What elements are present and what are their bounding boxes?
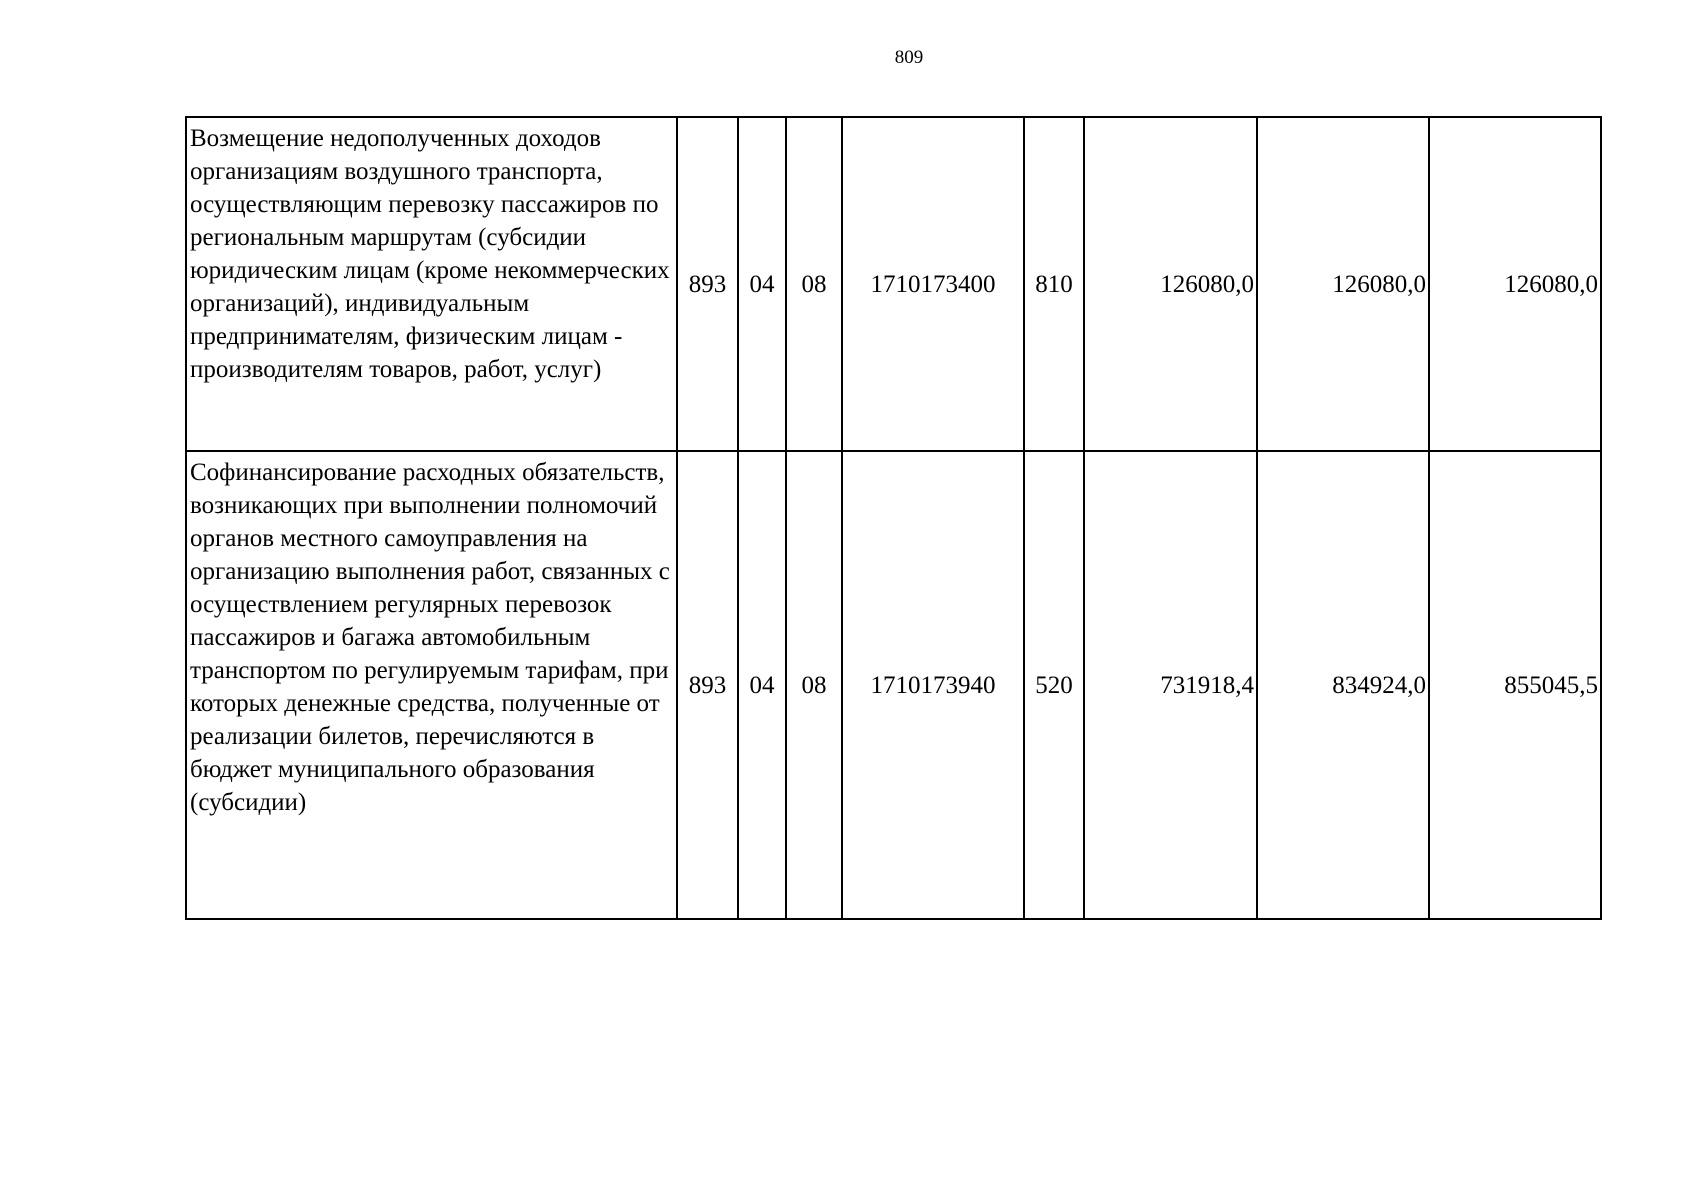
amount-year-1: 126080,0 — [1084, 117, 1257, 451]
amount-year-3: 855045,5 — [1429, 451, 1601, 919]
section-code: 04 — [738, 451, 786, 919]
amount-year-2: 126080,0 — [1257, 117, 1429, 451]
subsection-code: 08 — [786, 117, 842, 451]
ministry-code: 893 — [677, 117, 738, 451]
budget-table — [185, 116, 1602, 920]
expense-type-code: 810 — [1024, 117, 1084, 451]
target-item-code: 1710173940 — [842, 451, 1024, 919]
subsection-code: 08 — [786, 451, 842, 919]
amount-year-3: 126080,0 — [1429, 117, 1601, 451]
page-number: 809 — [894, 47, 924, 68]
amount-year-1: 731918,4 — [1084, 451, 1257, 919]
amount-year-2: 834924,0 — [1257, 451, 1429, 919]
expense-description: Софинансирование расходных обязательств, возникающих при выполнении полномочий органов местного самоуправления на организацию выполнения работ, связанных с осуществлением регулярных перевозок пассажиров и багажа автомобильным транспортом по регулируемым тарифам, при которых денежные средства, полученные от реализации билетов, перечисляются в бюджет муниципального образования (субсидии) — [186, 451, 677, 919]
table-row — [186, 117, 1601, 451]
expense-type-code: 520 — [1024, 451, 1084, 919]
section-code: 04 — [738, 117, 786, 451]
expense-description: Возмещение недополученных доходов организациям воздушного транспорта, осуществляющим перевозку пассажиров по региональным маршрутам (субсидии юридическим лицам (кроме некоммерческих организаций), индивидуальным предпринимателям, физическим лицам - производителям товаров, работ, услуг) — [186, 117, 677, 451]
target-item-code: 1710173400 — [842, 117, 1024, 451]
ministry-code: 893 — [677, 451, 738, 919]
table-row — [186, 451, 1601, 919]
